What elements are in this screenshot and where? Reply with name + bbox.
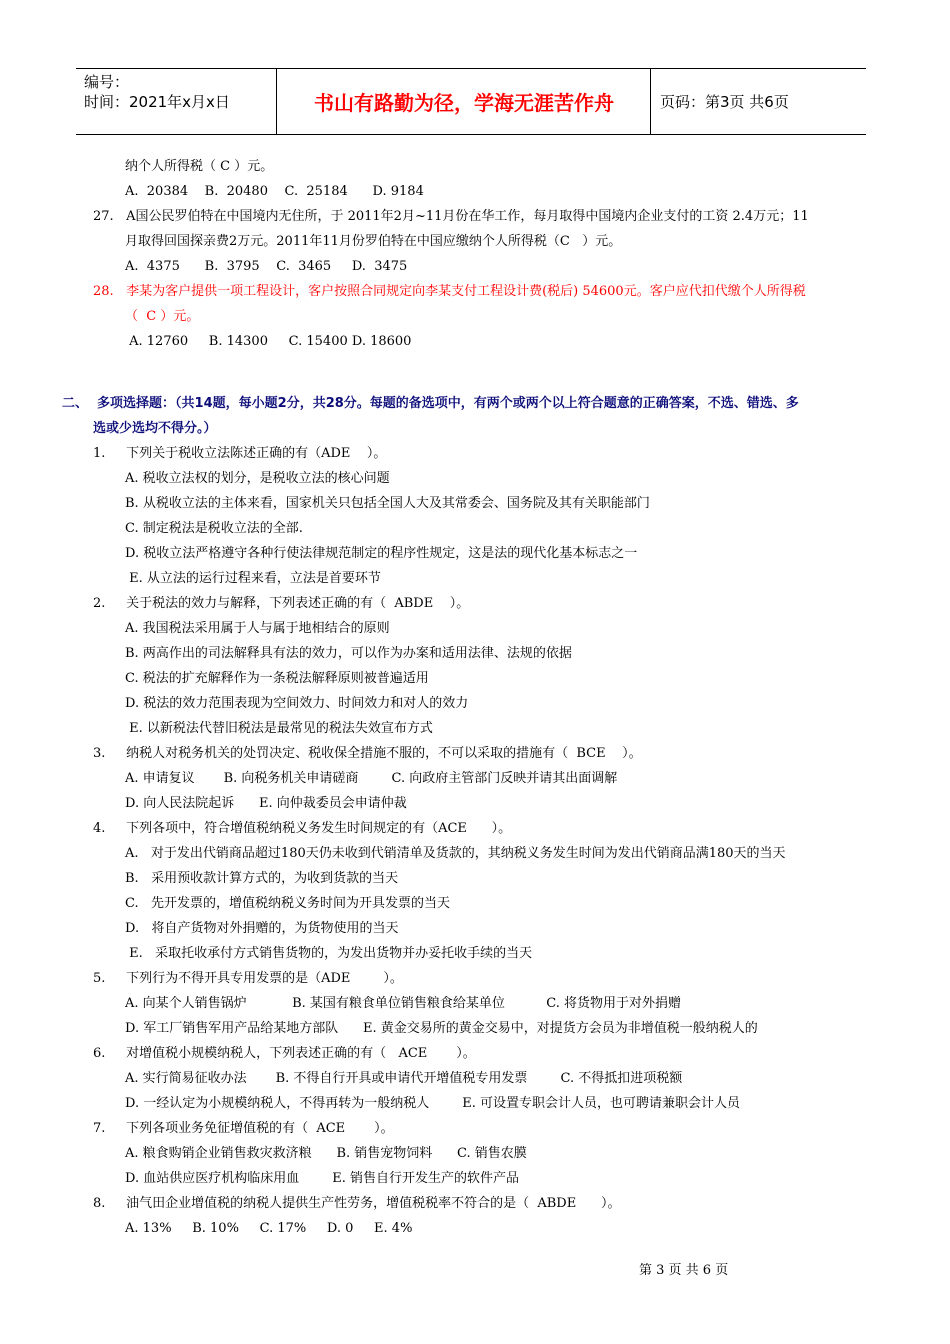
- text-line: A. 对于发出代销商品超过180天仍未收到代销清单及货款的，其纳税义务发生时间为发出代销商品满180天的当天: [125, 846, 786, 861]
- text-line: （ C ）元。: [125, 309, 200, 324]
- text-line: A. 13% B. 10% C. 17% D. 0 E. 4%: [125, 1221, 413, 1236]
- text-line: 月取得回国探亲费2万元。2011年11月份罗伯特在中国应缴纳个人所得税（C ）元。: [125, 234, 622, 249]
- text-line: D. 将自产货物对外捐赠的，为货物使用的当天: [125, 921, 399, 936]
- text-line: 8. 油气田企业增值税的纳税人提供生产性劳务，增值税税率不符合的是（ ABDE ）。: [93, 1196, 621, 1211]
- text-line: C. 先开发票的，增值税纳税义务时间为开具发票的当天: [125, 896, 451, 911]
- header-number-label: 编号：: [84, 73, 130, 91]
- text-line: B. 两高作出的司法解释具有法的效力，可以作为办案和适用法律、法规的依据: [125, 646, 572, 661]
- text-line: A. 4375 B. 3795 C. 3465 D. 3475: [125, 259, 408, 274]
- text-line: B. 从税收立法的主体来看，国家机关只包括全国人大及其常委会、国务院及其有关职能部门: [125, 496, 650, 511]
- text-line: D. 向人民法院起诉 E. 向仲裁委员会申请仲裁: [125, 796, 407, 811]
- text-line: 2. 关于税法的效力与解释，下列表述正确的有（ ABDE ）。: [93, 596, 470, 611]
- text-line: 7. 下列各项业务免征增值税的有（ ACE ）。: [93, 1121, 394, 1136]
- text-line: D. 军工厂销售军用产品给某地方部队 E. 黄金交易所的黄金交易中，对提货方会员为非增值税一般纳税人的: [125, 1021, 758, 1036]
- text-line: D. 税法的效力范围表现为空间效力、时间效力和对人的效力: [125, 696, 469, 711]
- text-line: E. 以新税法代替旧税法是最常见的税法失效宣布方式: [125, 721, 433, 736]
- header-divider-right: [650, 68, 651, 135]
- header-divider-left: [276, 68, 277, 135]
- text-line: C. 制定税法是税收立法的全部.: [125, 521, 303, 536]
- text-line: C. 税法的扩充解释作为一条税法解释原则被普遍适用: [125, 671, 429, 686]
- text-line: D. 一经认定为小规模纳税人，不得再转为一般纳税人 E. 可设置专职会计人员，也可聘请兼职会计人员: [125, 1096, 741, 1111]
- text-line: 5. 下列行为不得开具专用发票的是（ADE ）。: [93, 971, 403, 986]
- text-line: A. 粮食购销企业销售救灾救济粮 B. 销售宠物饲料 C. 销售农膜: [125, 1146, 527, 1161]
- section-heading-line: 二、 多项选择题：（共14题，每小题2分，共28分。每题的备选项中，有两个或两个以上符合题意的正确答案，不选、错选、多: [62, 396, 799, 411]
- text-line: A. 我国税法采用属于人与属于地相结合的原则: [125, 621, 390, 636]
- page-footer: 第 3 页 共 6 页: [639, 1263, 729, 1278]
- text-line: 28. 李某为客户提供一项工程设计，客户按照合同规定向李某支付工程设计费(税后) 54600元。客户应代扣代缴个人所得税: [93, 284, 806, 299]
- text-line: B. 采用预收款计算方式的，为收到货款的当天: [125, 871, 399, 886]
- text-line: 3. 纳税人对税务机关的处罚决定、税收保全措施不服的，不可以采取的措施有（ BCE ）。: [93, 746, 642, 761]
- header-page-info: 页码：第3页 共6页: [660, 93, 789, 111]
- text-line: 1. 下列关于税收立法陈述正确的有（ADE ）。: [93, 446, 387, 461]
- text-line: D. 税收立法严格遵守各种行使法律规范制定的程序性规定，这是法的现代化基本标志之一: [125, 546, 638, 561]
- text-line: D. 血站供应医疗机构临床用血 E. 销售自行开发生产的软件产品: [125, 1171, 520, 1186]
- header-motto: 书山有路勤为径，学海无涯苦作舟: [314, 91, 614, 115]
- text-line: E. 采取托收承付方式销售货物的，为发出货物并办妥托收手续的当天: [125, 946, 533, 961]
- text-line: 6. 对增值税小规模纳税人，下列表述正确的有（ ACE ）。: [93, 1046, 476, 1061]
- text-line: E. 从立法的运行过程来看，立法是首要环节: [125, 571, 381, 586]
- text-line: 27. A国公民罗伯特在中国境内无住所，于 2011年2月~11月份在华工作，每月取得中国境内企业支付的工资 2.4万元；11: [93, 209, 809, 224]
- text-line: A. 向某个人销售锅炉 B. 某国有粮食单位销售粮食给某单位 C. 将货物用于对外捐赠: [125, 996, 681, 1011]
- header-meta: [84, 72, 230, 112]
- text-line: 4. 下列各项中，符合增值税纳税义务发生时间规定的有（ACE ）。: [93, 821, 512, 836]
- text-line: A. 20384 B. 20480 C. 25184 D. 9184: [125, 184, 424, 199]
- page-header: [76, 68, 866, 135]
- text-line: A. 12760 B. 14300 C. 15400 D. 18600: [125, 334, 412, 349]
- text-line: A. 税收立法权的划分，是税收立法的核心问题: [125, 471, 390, 486]
- text-line: 纳个人所得税（ C ）元。: [125, 159, 274, 174]
- header-time-label: 时间：2021年x月x日: [84, 93, 230, 111]
- text-line: A. 实行简易征收办法 B. 不得自行开具或申请代开增值税专用发票 C. 不得抵扣进项税额: [125, 1071, 683, 1086]
- section-heading-line: 选或少选均不得分。）: [93, 421, 217, 436]
- text-line: A. 申请复议 B. 向税务机关申请磋商 C. 向政府主管部门反映并请其出面调解: [125, 771, 618, 786]
